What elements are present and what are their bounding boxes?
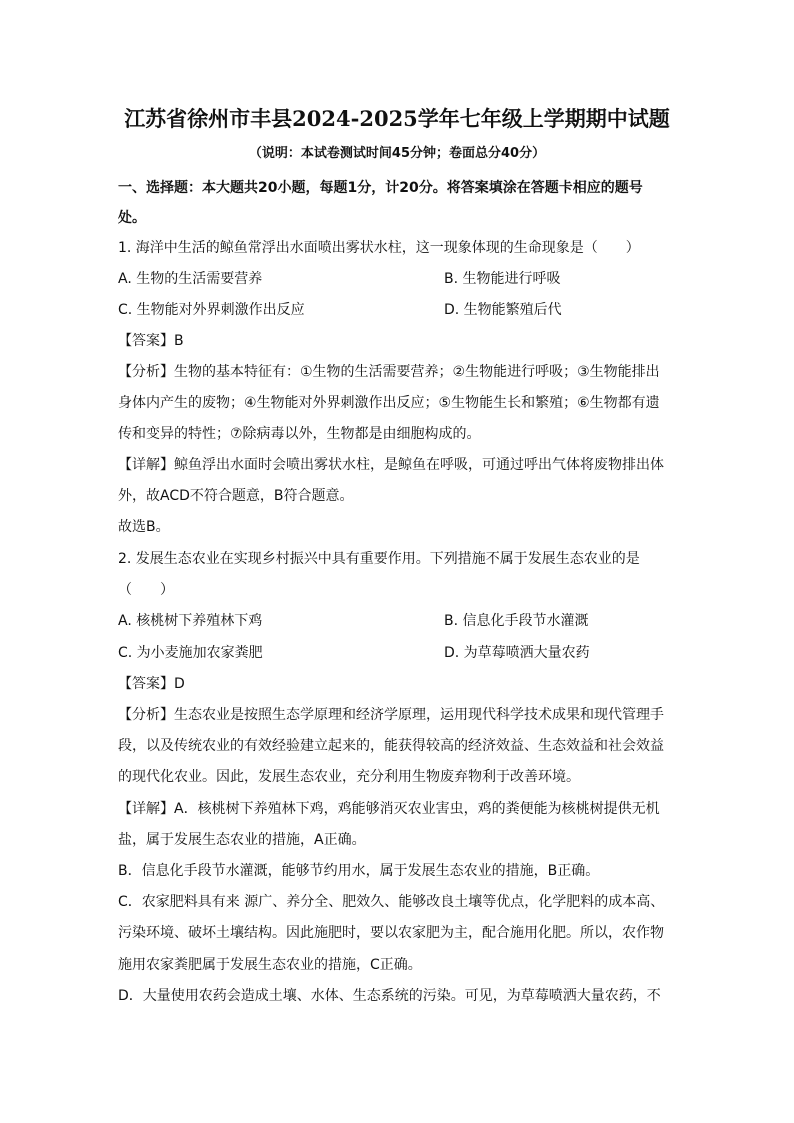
question-2-detail-line: 施用农家粪肥属于发展生态农业的措施，C正确。	[118, 957, 422, 973]
question-2-detail-line: 盐，属于发展生态农业的措施，A正确。	[118, 832, 366, 848]
question-2-analysis-line: 的现代化农业。因此，发展生态农业，充分利用生物废弃物利于改善环境。	[118, 769, 580, 785]
question-1-detail-line: 外，故ACD不符合题意，B符合题意。	[118, 488, 354, 504]
question-2-analysis-line: 段，以及传统农业的有效经验建立起来的，能获得较高的经济效益、生态效益和社会效益	[118, 738, 664, 754]
page-title: 江苏省徐州市丰县2024-2025学年七年级上学期期中试题	[124, 106, 670, 131]
question-2-detail-line: 【详解】A．核桃树下养殖林下鸡，鸡能够消灭农业害虫，鸡的粪便能为核桃树提供无机	[118, 801, 660, 817]
question-1-option-b: B. 生物能进行呼吸	[444, 271, 561, 287]
section-heading-line-1: 一、选择题：本大题共20小题，每题1分，计20分。将答案填涂在答题卡相应的题号	[118, 180, 643, 196]
question-2-stem: 2. 发展生态农业在实现乡村振兴中具有重要作用。下列措施不属于发展生态农业的是	[118, 551, 640, 567]
question-2-stem-bracket: （ ）	[118, 582, 174, 598]
question-2-detail-line: 污染环境、破坏土壤结构。因此施肥时，要以农家肥为主，配合施用化肥。所以，农作物	[118, 925, 664, 941]
section-heading-line-2: 处。	[118, 210, 146, 226]
question-2-option-c: C. 为小麦施加农家粪肥	[118, 645, 263, 661]
question-1-stem: 1. 海洋中生活的鲸鱼常浮出水面喷出雾状水柱，这一现象体现的生命现象是（ ）	[118, 240, 640, 256]
question-2-option-a: A. 核桃树下养殖林下鸡	[118, 613, 263, 629]
question-2-detail-line: C．农家肥料具有来 源广、养分全、肥效久、能够改良土壤等优点，化学肥料的成本高、	[118, 894, 665, 910]
question-1-analysis-line: 身体内产生的废物；④生物能对外界刺激作出反应；⑤生物能生长和繁殖；⑥生物都有遗	[118, 395, 660, 411]
question-1-detail-line: 【详解】鲸鱼浮出水面时会喷出雾状水柱，是鲸鱼在呼吸，可通过呼出气体将废物排出体	[118, 457, 664, 473]
question-1-option-a: A. 生物的生活需要营养	[118, 271, 263, 287]
question-1-analysis-line: 传和变异的特性；⑦除病毒以外，生物都是由细胞构成的。	[118, 426, 481, 442]
question-2-option-d: D. 为草莓喷洒大量农药	[444, 645, 590, 661]
exam-note: （说明：本试卷测试时间45分钟；卷面总分40分）	[248, 146, 546, 161]
question-2-answer: 【答案】D	[118, 676, 185, 692]
question-2-detail-line: D．大量使用农药会造成土壤、水体、生态系统的污染。可见，为草莓喷洒大量农药，不	[118, 988, 661, 1004]
question-1-answer: 【答案】B	[118, 333, 184, 349]
question-2-analysis-line: 【分析】生态农业是按照生态学原理和经济学原理，运用现代科学技术成果和现代管理手	[118, 707, 664, 723]
question-1-option-c: C. 生物能对外界刺激作出反应	[118, 302, 305, 318]
question-1-option-d: D. 生物能繁殖后代	[444, 302, 562, 318]
question-1-conclusion: 故选B。	[118, 519, 170, 535]
question-2-option-b: B. 信息化手段节水灌溉	[444, 613, 589, 629]
question-1-analysis-line: 【分析】生物的基本特征有：①生物的生活需要营养；②生物能进行呼吸；③生物能排出	[118, 364, 660, 380]
question-2-detail-line: B．信息化手段节水灌溉，能够节约用水，属于发展生态农业的措施，B正确。	[118, 863, 600, 879]
